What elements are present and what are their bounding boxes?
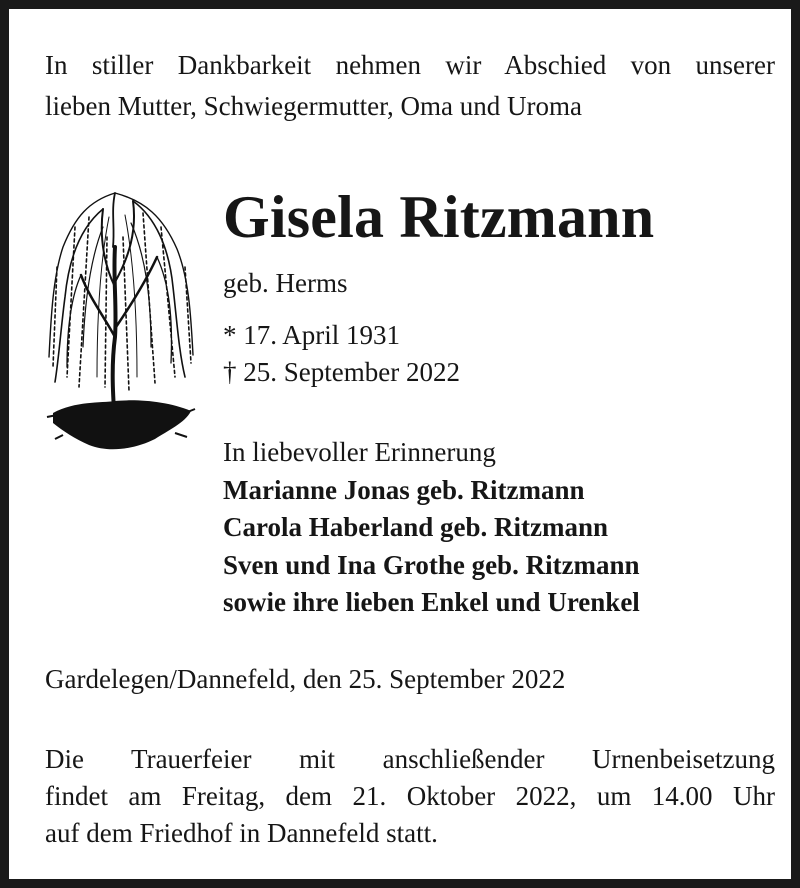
deceased-name: Gisela Ritzmann — [223, 184, 655, 250]
death-date: 25. September 2022 — [243, 357, 460, 387]
mourner-name: sowie ihre lieben Enkel und Urenkel — [223, 587, 640, 617]
death-row — [223, 354, 460, 391]
mourners-block — [223, 434, 640, 622]
weeping-willow-icon — [45, 187, 197, 459]
mourner-name: Marianne Jonas geb. Ritzmann — [223, 474, 585, 505]
intro-line-2: lieben Mutter, Schwiegermutter, Oma und Uroma — [45, 91, 582, 121]
mourner-name: Carola Haberland geb. Ritzmann — [223, 512, 609, 542]
mourner-name: Sven und Ina Grothe geb. Ritzmann — [223, 549, 640, 580]
funeral-line-2: findet am Freitag, dem 21. Oktober 2022, um 14.00 Uhr — [45, 781, 775, 811]
birth-symbol: * — [223, 320, 237, 350]
maiden-name: geb. Herms — [223, 268, 348, 298]
funeral-line-1: Die Trauerfeier mit anschließender Urnenbeisetzung — [45, 744, 775, 774]
birth-date: 17. April 1931 — [243, 320, 401, 350]
death-symbol: † — [223, 357, 237, 387]
place-date: Gardelegen/Dannefeld, den 25. September 2022 — [45, 664, 566, 694]
birth-row — [223, 317, 460, 354]
funeral-info — [45, 741, 775, 852]
intro-line-1: In stiller Dankbarkeit nehmen wir Abschied von unserer — [45, 50, 775, 80]
funeral-line-3: auf dem Friedhof in Dannefeld statt. — [45, 818, 438, 848]
intro-text — [45, 45, 775, 127]
life-dates — [223, 317, 460, 391]
mourners-lead: In liebevoller Erinnerung — [223, 437, 496, 467]
